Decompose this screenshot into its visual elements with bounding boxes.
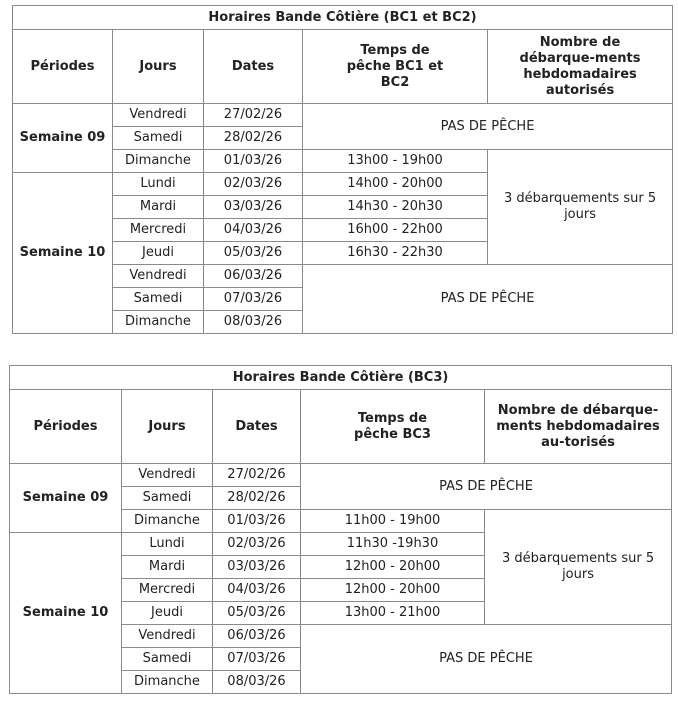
date-cell: 04/03/26 bbox=[213, 579, 301, 602]
fishing-time-cell: 12h00 - 20h00 bbox=[301, 556, 485, 579]
period-cell: Semaine 09 bbox=[13, 104, 113, 173]
header-nombre: Nombre de débarque-ments hebdomadaires autorisés bbox=[488, 30, 673, 104]
day-cell: Dimanche bbox=[113, 150, 204, 173]
schedule-table-bc1-bc2 bbox=[12, 5, 673, 334]
day-cell: Samedi bbox=[122, 648, 213, 671]
header-periodes: Périodes bbox=[13, 30, 113, 104]
date-cell: 01/03/26 bbox=[204, 150, 303, 173]
day-cell: Vendredi bbox=[122, 625, 213, 648]
day-cell: Jeudi bbox=[113, 242, 204, 265]
date-cell: 01/03/26 bbox=[213, 510, 301, 533]
landings-cell: 3 débarquements sur 5 jours bbox=[485, 510, 672, 625]
header-nombre: Nombre de débarque-ments hebdomadaires au-torisés bbox=[485, 390, 672, 464]
day-cell: Mardi bbox=[113, 196, 204, 219]
table-row bbox=[13, 104, 673, 127]
day-cell: Vendredi bbox=[113, 265, 204, 288]
day-cell: Samedi bbox=[113, 288, 204, 311]
day-cell: Dimanche bbox=[122, 671, 213, 694]
date-cell: 02/03/26 bbox=[213, 533, 301, 556]
date-cell: 07/03/26 bbox=[204, 288, 303, 311]
date-cell: 27/02/26 bbox=[204, 104, 303, 127]
schedule-table-bc3 bbox=[9, 365, 672, 694]
table-title: Horaires Bande Côtière (BC3) bbox=[10, 366, 672, 390]
header-jours: Jours bbox=[113, 30, 204, 104]
no-fishing-cell: PAS DE PÊCHE bbox=[301, 625, 672, 694]
date-cell: 07/03/26 bbox=[213, 648, 301, 671]
fishing-time-cell: 14h30 - 20h30 bbox=[303, 196, 488, 219]
no-fishing-cell: PAS DE PÊCHE bbox=[301, 464, 672, 510]
header-jours: Jours bbox=[122, 390, 213, 464]
day-cell: Lundi bbox=[113, 173, 204, 196]
period-cell: Semaine 10 bbox=[10, 533, 122, 694]
day-cell: Samedi bbox=[113, 127, 204, 150]
date-cell: 06/03/26 bbox=[204, 265, 303, 288]
day-cell: Dimanche bbox=[122, 510, 213, 533]
fishing-time-cell: 11h30 -19h30 bbox=[301, 533, 485, 556]
period-cell: Semaine 09 bbox=[10, 464, 122, 533]
date-cell: 04/03/26 bbox=[204, 219, 303, 242]
day-cell: Dimanche bbox=[113, 311, 204, 334]
date-cell: 08/03/26 bbox=[204, 311, 303, 334]
date-cell: 08/03/26 bbox=[213, 671, 301, 694]
day-cell: Vendredi bbox=[113, 104, 204, 127]
fishing-time-cell: 12h00 - 20h00 bbox=[301, 579, 485, 602]
fishing-time-cell: 13h00 - 19h00 bbox=[303, 150, 488, 173]
day-cell: Samedi bbox=[122, 487, 213, 510]
day-cell: Jeudi bbox=[122, 602, 213, 625]
date-cell: 27/02/26 bbox=[213, 464, 301, 487]
fishing-time-cell: 16h30 - 22h30 bbox=[303, 242, 488, 265]
header-temps: Temps de pêche BC1 et BC2 bbox=[303, 30, 488, 104]
date-cell: 03/03/26 bbox=[204, 196, 303, 219]
day-cell: Mercredi bbox=[122, 579, 213, 602]
fishing-time-cell: 16h00 - 22h00 bbox=[303, 219, 488, 242]
fishing-time-cell: 11h00 - 19h00 bbox=[301, 510, 485, 533]
header-periodes: Périodes bbox=[10, 390, 122, 464]
fishing-time-cell: 14h00 - 20h00 bbox=[303, 173, 488, 196]
fishing-time-cell: 13h00 - 21h00 bbox=[301, 602, 485, 625]
day-cell: Vendredi bbox=[122, 464, 213, 487]
day-cell: Mardi bbox=[122, 556, 213, 579]
day-cell: Mercredi bbox=[113, 219, 204, 242]
table-row bbox=[10, 464, 672, 487]
header-temps: Temps de pêche BC3 bbox=[301, 390, 485, 464]
date-cell: 03/03/26 bbox=[213, 556, 301, 579]
date-cell: 06/03/26 bbox=[213, 625, 301, 648]
date-cell: 05/03/26 bbox=[204, 242, 303, 265]
table-title: Horaires Bande Côtière (BC1 et BC2) bbox=[13, 6, 673, 30]
no-fishing-cell: PAS DE PÊCHE bbox=[303, 104, 673, 150]
date-cell: 28/02/26 bbox=[204, 127, 303, 150]
date-cell: 05/03/26 bbox=[213, 602, 301, 625]
day-cell: Lundi bbox=[122, 533, 213, 556]
no-fishing-cell: PAS DE PÊCHE bbox=[303, 265, 673, 334]
date-cell: 28/02/26 bbox=[213, 487, 301, 510]
date-cell: 02/03/26 bbox=[204, 173, 303, 196]
landings-cell: 3 débarquements sur 5 jours bbox=[488, 150, 673, 265]
period-cell: Semaine 10 bbox=[13, 173, 113, 334]
header-dates: Dates bbox=[213, 390, 301, 464]
header-dates: Dates bbox=[204, 30, 303, 104]
